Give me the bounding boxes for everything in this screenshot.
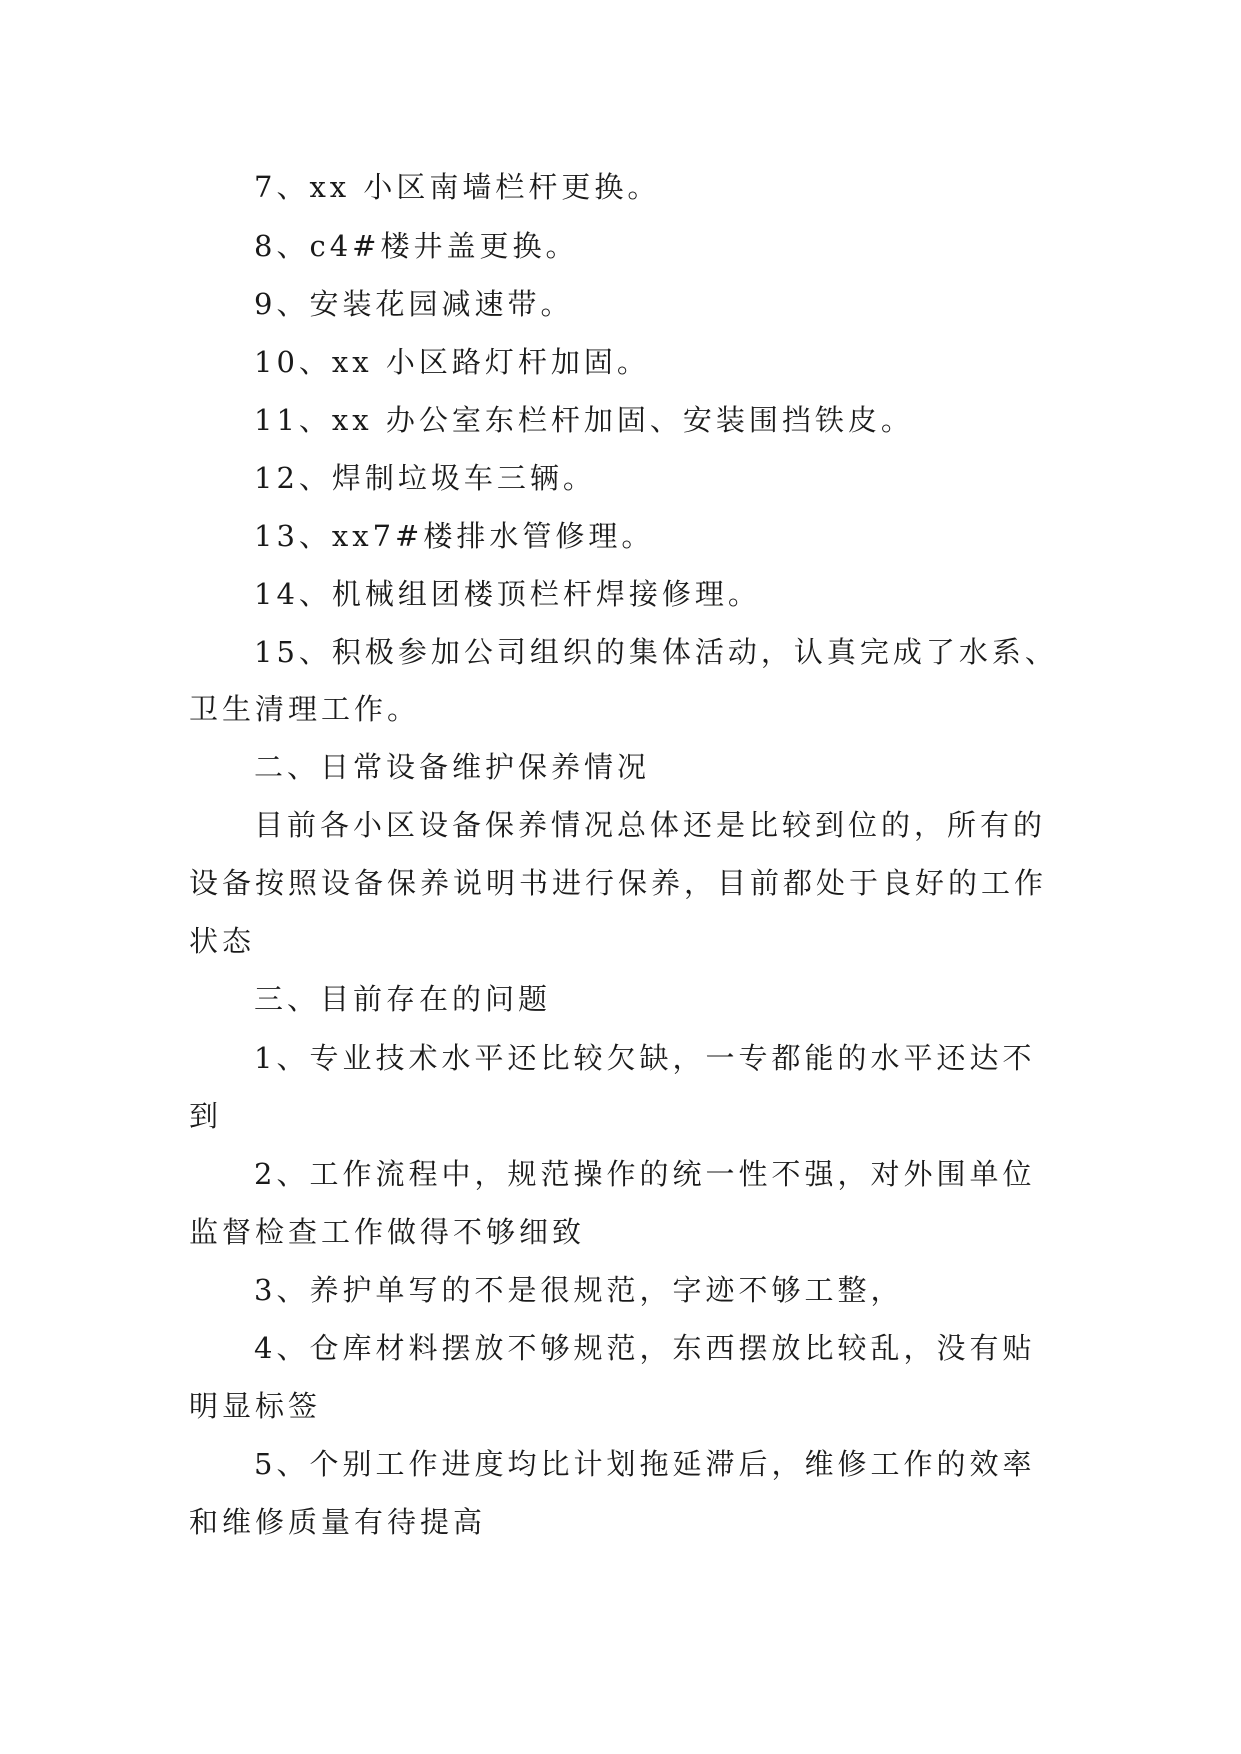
issue-item-4-continued: 明显标签 <box>189 1389 322 1423</box>
paragraph-line: 目前各小区设备保养情况总体还是比较到位的，所有的 <box>254 808 1047 842</box>
paragraph-line: 状态 <box>189 924 256 958</box>
paragraph-line: 设备按照设备保养说明书进行保养，目前都处于良好的工作 <box>189 866 1048 900</box>
list-item-15-continued: 卫生清理工作。 <box>189 692 421 726</box>
issue-item-5-continued: 和维修质量有待提高 <box>189 1505 487 1539</box>
issue-item-3: 3、养护单写的不是很规范，字迹不够工整， <box>254 1273 904 1307</box>
issue-item-5: 5、个别工作进度均比计划拖延滞后，维修工作的效率 <box>254 1447 1036 1481</box>
section-heading-3: 三、目前存在的问题 <box>254 982 552 1016</box>
list-item-13: 13、xx7#楼排水管修理。 <box>254 519 655 553</box>
list-item-7: 7、xx 小区南墙栏杆更换。 <box>254 170 661 204</box>
issue-item-2: 2、工作流程中，规范操作的统一性不强，对外围单位 <box>254 1157 1036 1191</box>
list-item-10: 10、xx 小区路灯杆加固。 <box>254 345 650 379</box>
list-item-8: 8、c4#楼井盖更换。 <box>254 229 579 263</box>
issue-item-4: 4、仓库材料摆放不够规范，东西摆放比较乱，没有贴 <box>254 1331 1036 1365</box>
issue-item-1: 1、专业技术水平还比较欠缺，一专都能的水平还达不 <box>254 1041 1036 1075</box>
list-item-12: 12、焊制垃圾车三辆。 <box>254 461 596 495</box>
issue-item-1-continued: 到 <box>189 1099 223 1133</box>
section-heading-2: 二、日常设备维护保养情况 <box>254 750 651 784</box>
issue-item-2-continued: 监督检查工作做得不够细致 <box>189 1215 586 1249</box>
list-item-14: 14、机械组团楼顶栏杆焊接修理。 <box>254 577 761 611</box>
list-item-9: 9、安装花园减速带。 <box>254 287 574 321</box>
list-item-15: 15、积极参加公司组织的集体活动，认真完成了水系、 <box>254 635 1058 669</box>
list-item-11: 11、xx 办公室东栏杆加固、安装围挡铁皮。 <box>254 403 914 437</box>
